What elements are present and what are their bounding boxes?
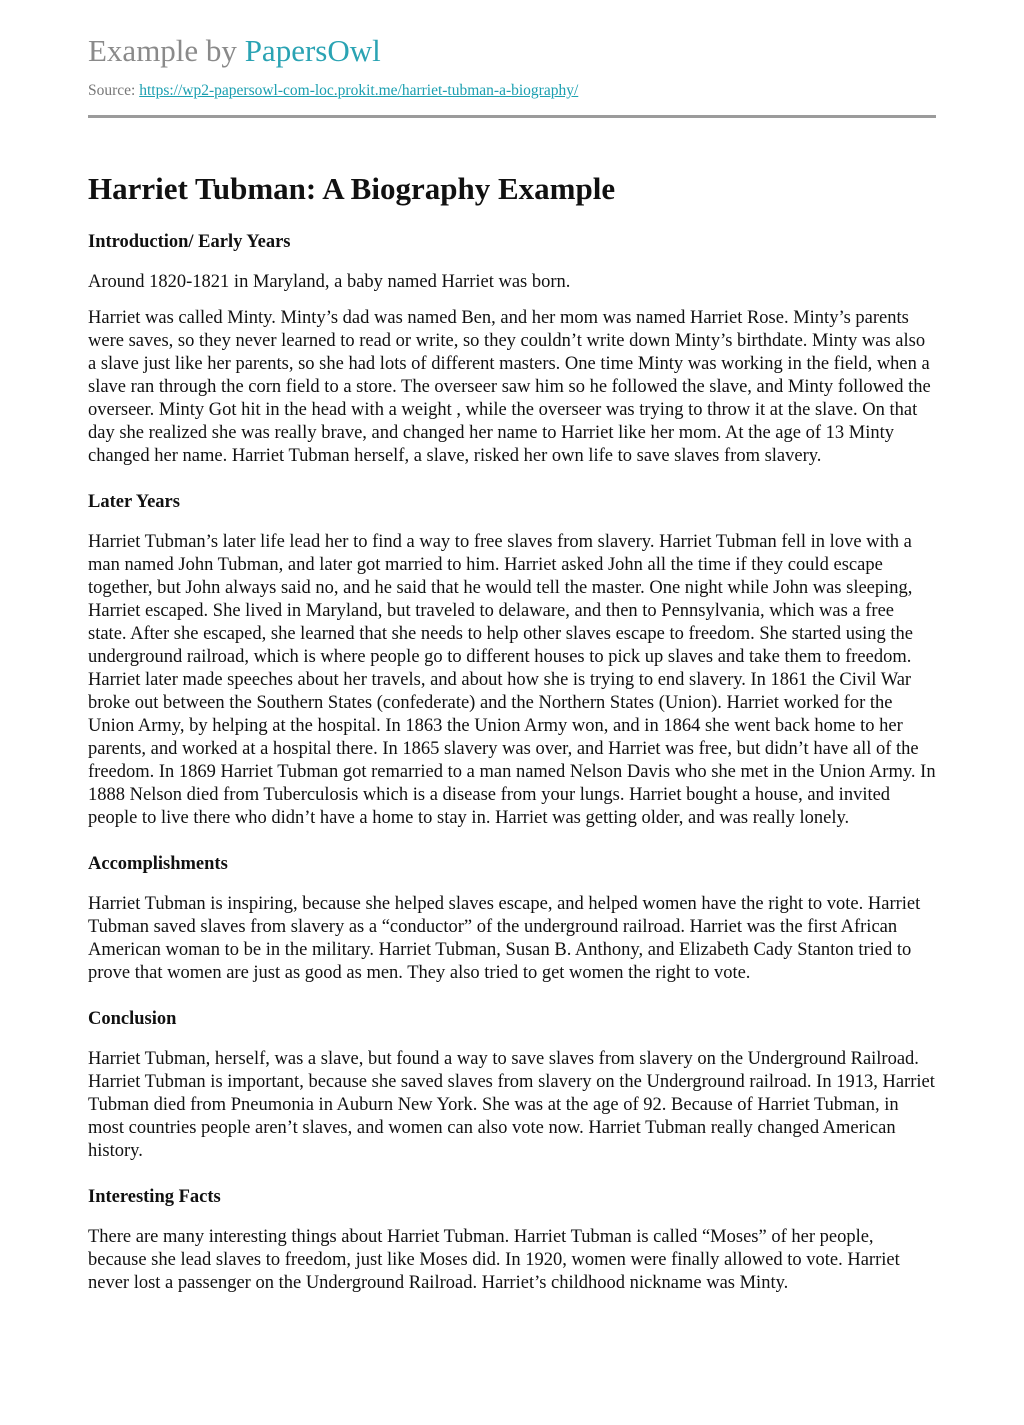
brand-prefix: Example by [88,33,245,68]
section-conclusion [88,1007,936,1163]
section-heading: Interesting Facts [88,1187,221,1207]
section-later-years [88,490,936,830]
section-paragraph: Around 1820-1821 in Maryland, a baby named Harriet was born. [88,272,571,292]
source-line [88,81,936,101]
section-heading: Later Years [88,492,180,512]
section-heading: Conclusion [88,1009,177,1029]
section-paragraph: Harriet Tubman, herself, was a slave, but found a way to save slaves from slavery on the Underground Railroad. Harriet Tubman is important, because she saved slaves from slavery on the Underground railroad. In 1913, Harriet Tubman died from Pneumonia in Auburn New York. She was at the age of 92. Because of Harriet Tubman, in most countries people aren’t slaves, and women can also vote now. Harriet Tubman really changed American history. [88,1049,935,1161]
document-page [88,0,936,1295]
section-paragraph: Harriet was called Minty. Minty’s dad was named Ben, and her mom was named Harriet Rose. Minty’s parents were saves, so they never learned to read or write, so they couldn’t write down Minty’s birthdate. Minty was also a slave just like her parents, so she had lots of different masters. One time Minty was working in the field, when a slave ran through the corn field to a store. The overseer saw him so he followed the slave, and Minty followed the overseer. Minty Got hit in the head with a weight , while the overseer was trying to throw it at the slave. On that day she realized she was really brave, and changed her name to Harriet like her mom. At the age of 13 Minty changed her name. Harriet Tubman herself, a slave, risked her own life to save slaves from slavery. [88,308,931,466]
source-label: Source: [88,82,140,99]
section-accomplishments [88,852,936,985]
source-url-link[interactable]: https://wp2-papersowl-com-loc.prokit.me/harriet-tubman-a-biography/ [139,82,579,99]
brand-name-link[interactable]: PapersOwl [244,33,381,68]
section-interesting-facts [88,1185,936,1295]
section-early-years [88,230,936,468]
brand-header [88,31,936,71]
header-divider [88,115,936,118]
section-heading: Accomplishments [88,854,228,874]
section-paragraph: There are many interesting things about Harriet Tubman. Harriet Tubman is called “Moses” of her people, because she lead slaves to freedom, just like Moses did. In 1920, women were finally allowed to vote. Harriet never lost a passenger on the Underground Railroad. Harriet’s childhood nickname was Minty. [88,1227,900,1293]
section-heading: Introduction/ Early Years [88,232,291,252]
section-paragraph: Harriet Tubman is inspiring, because she helped slaves escape, and helped women have the right to vote. Harriet Tubman saved slaves from slavery as a “conductor” of the underground railroad. Harriet was the first African American woman to be in the military. Harriet Tubman, Susan B. Anthony, and Elizabeth Cady Stanton tried to prove that women are just as good as men. They also tried to get women the right to vote. [88,894,921,983]
section-paragraph: Harriet Tubman’s later life lead her to find a way to free slaves from slavery. Harriet Tubman fell in love with a man named John Tubman, and later got married to him. Harriet asked John all the time if they could escape together, but John always said no, and he said that he would tell the master. One night while John was sleeping, Harriet escaped. She lived in Maryland, but traveled to delaware, and then to Pennsylvania, which was a free state. After she escaped, she learned that she needs to help other slaves escape to freedom. She started using the underground railroad, which is where people go to different houses to pick up slaves and take them to freedom. Harriet later made speeches about her travels, and about how she is trying to end slavery. In 1861 the Civil War broke out between the Southern States (confederate) and the Northern States (Union). Harriet worked for the Union Army, by helping at the hospital. In 1863 the Union Army won, and in 1864 she went back home to her parents, and worked at a hospital there. In 1865 slavery was over, and Harriet was free, but didn’t have all of the freedom. In 1869 Harriet Tubman got remarried to a man named Nelson Davis who she met in the Union Army. In 1888 Nelson died from Tuberculosis which is a disease from your lungs. Harriet bought a house, and invited people to live there who didn’t have a home to stay in. Harriet was getting older, and was really lonely. [88,532,936,828]
article-title: Harriet Tubman: A Biography Example [88,171,616,206]
